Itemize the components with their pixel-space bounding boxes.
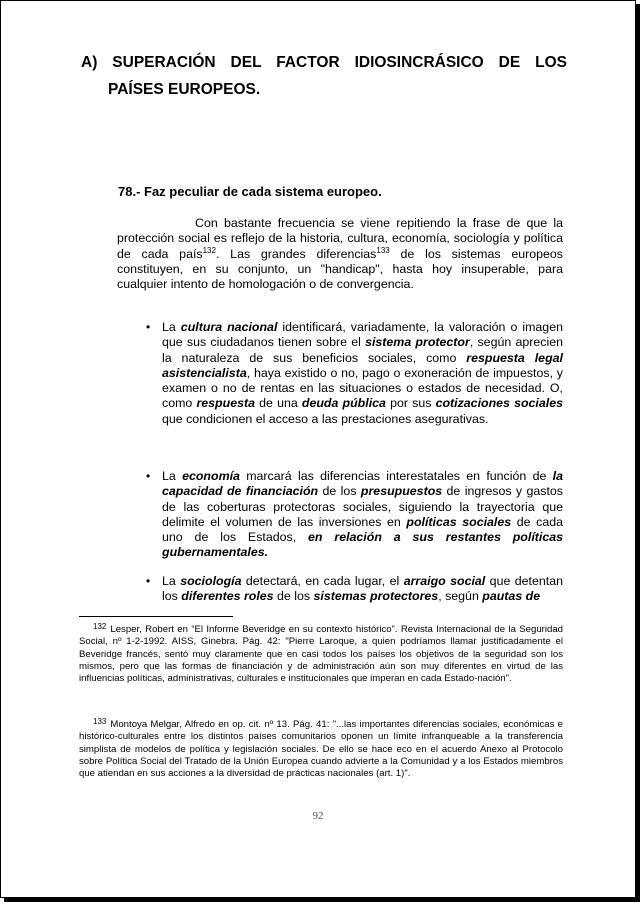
bullet-item-sociology xyxy=(146,574,563,605)
bullet-text: La xyxy=(162,469,183,483)
bullet-text: que detentan los xyxy=(162,574,564,604)
emphasis-text: diferentes roles xyxy=(181,589,274,604)
emphasis-text: respuesta legal asistencialista xyxy=(162,350,563,380)
bullet-text: , según xyxy=(438,589,483,604)
bullet-text: de los xyxy=(273,589,314,604)
section-title: 78.- Faz peculiar de cada sistema europeo. xyxy=(118,184,382,199)
bullet-item-economy xyxy=(146,469,563,561)
footnote-separator xyxy=(79,616,233,617)
chapter-heading-continued: PAÍSES EUROPEOS. xyxy=(108,81,261,98)
bullet-text: de una xyxy=(255,396,302,411)
footnote-132 xyxy=(79,621,563,685)
footnote-number: 133 xyxy=(93,717,107,726)
bullet-text: de cada uno de los Estados, xyxy=(162,514,563,545)
paragraph-text-c: de los sistemas europeos constituyen, en su conjunto, un "handicap", hasta hoy insuperable, para cualquier intento de homologación o de convergencia. xyxy=(117,246,563,292)
emphasis-text: sistemas protectores xyxy=(313,589,439,604)
chapter-heading: A) SUPERACIÓN DEL FACTOR IDIOSINCRÁSICO DE LOS xyxy=(81,54,567,71)
bullet-dot-icon: • xyxy=(146,469,151,483)
emphasis-text: sistema protector xyxy=(365,335,470,350)
emphasis-text: en relación a sus restantes políticas gubernamentales. xyxy=(162,530,564,560)
footnote-ref-133[interactable]: 133 xyxy=(376,245,390,255)
paragraph-text-a: Con bastante frecuencia se viene repitiendo la frase de que la protección social es reflejo de la historia, cultura, economía, sociología y política de cada país xyxy=(117,216,563,261)
emphasis-text: arraigo social xyxy=(403,574,486,588)
emphasis-text: políticas sociales xyxy=(406,514,512,529)
bullet-text: de ingresos y gastos de las coberturas protectoras sociales, siguiendo la trayectoria que delimite el volumen de las inversiones en xyxy=(162,484,564,529)
footnote-text: Montoya Melgar, Alfredo en op. cit. nº 13. Pág. 41: "...las importantes diferencias sociales, económicas e histórico-culturales entre los distintos países comunitarios oponen un límite infranqueable a la transferencia simplista de modelos de política y legislación sociales. De ello se hace eco en el acuerdo Anexo al Protocolo sobre Política Social del Tratado de la Unión Europea cuando advierte a la Comunidad y a los Estados miembros que atiendan en sus acciones a la diversidad de prácticas nacionales (art. 1)". xyxy=(79,719,563,780)
footnote-ref-132[interactable]: 132 xyxy=(202,245,216,255)
bullet-text: de los xyxy=(318,484,361,499)
bullet-dot-icon: • xyxy=(146,320,151,334)
emphasis-text: cotizaciones sociales xyxy=(435,396,563,411)
bullet-text: que condicionen el acceso a las prestaciones asegurativas. xyxy=(162,411,489,426)
bullet-text: detectará, en cada lugar, el xyxy=(241,574,404,588)
paragraph-text-b: . Las grandes diferencias xyxy=(215,246,377,261)
bullet-list-culture xyxy=(146,320,563,427)
intro-paragraph xyxy=(117,216,563,292)
bullet-text: La xyxy=(162,320,181,334)
bullet-item-culture xyxy=(146,320,563,427)
page-number: 92 xyxy=(312,810,324,822)
footnote-text: Lesper, Robert en “El Informe Beveridge en su contexto histórico”. Revista Internacional de la Seguridad Social, nº 1-2-1992. AISS, Ginebra. Pág. 42: "Pierre Laroque, a quien podríamos llamar justificadamente el Beveridge francés, sentó muy claramente que en casi todos los países los objetivos de la seguridad son los mismos, pero que las formas de financiación y de administración aún son muy diferentes en virtud de las influencias políticas, administrativas, culturales e institucionales que imperan en cada Estado-nación". xyxy=(79,624,563,685)
emphasis-text: respuesta xyxy=(196,396,255,411)
footnote-133 xyxy=(79,716,563,780)
emphasis-text: sociología xyxy=(180,574,242,588)
bullet-text: La xyxy=(162,574,181,588)
emphasis-text: la capacidad de financiación xyxy=(162,469,563,499)
bullet-dot-icon: • xyxy=(146,574,151,588)
bullet-text: , según aprecien la naturaleza de sus beneficios sociales, como xyxy=(162,335,564,365)
bullet-text: , haya existido o no, pago o exoneración de impuestos, y examen o no de rentas en las situaciones o estados de necesidad. O, como xyxy=(162,365,563,411)
footnote-number: 132 xyxy=(93,622,107,631)
emphasis-text: economía xyxy=(182,469,240,483)
bullet-text: marcará las diferencias interestatales en función de xyxy=(239,469,553,483)
bullet-list-sociology xyxy=(146,574,563,605)
bullet-list-economy xyxy=(146,469,563,561)
emphasis-text: cultura nacional xyxy=(180,320,278,334)
bullet-text: por sus xyxy=(385,396,436,411)
emphasis-text: deuda pública xyxy=(301,396,386,411)
emphasis-text: presupuestos xyxy=(360,484,443,499)
bullet-text: identificará, variadamente, la valoración o imagen que sus ciudadanos tienen sobre el xyxy=(162,320,563,350)
emphasis-text: pautas de xyxy=(482,589,541,604)
